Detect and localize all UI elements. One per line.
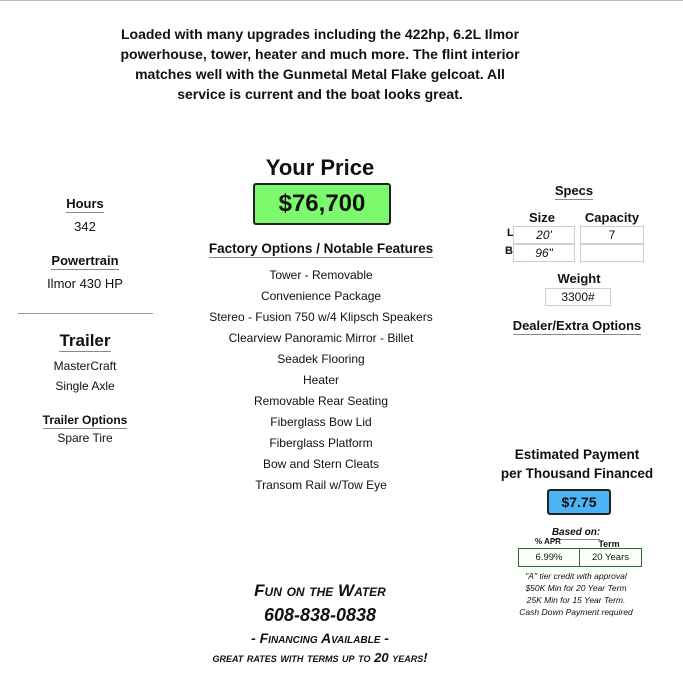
payment-title-2: per Thousand Financed xyxy=(500,466,654,481)
beam-value: 96" xyxy=(513,244,575,262)
left-divider xyxy=(18,313,153,314)
apr-label: % APR xyxy=(535,537,561,546)
list-item: Removable Rear Seating xyxy=(253,394,389,408)
hours-section xyxy=(20,195,150,213)
description: Loaded with many upgrades including the 422hp, 6.2L Ilmor powerhouse, tower, heater and much more. The flint interior matches well with the Gunmetal Metal Flake gelcoat. All service is current and the boat looks great. xyxy=(120,26,520,102)
rate-table xyxy=(518,548,642,567)
trailer-section xyxy=(20,331,150,351)
length-row-label: L xyxy=(507,227,514,239)
note-down-payment: Cash Down Payment required xyxy=(519,607,633,617)
trailer-options-section xyxy=(20,411,150,429)
price-title: Your Price xyxy=(265,155,375,180)
weight-label: Weight xyxy=(557,271,601,286)
based-on-label: Based on: xyxy=(551,527,601,538)
features-title xyxy=(185,241,457,256)
term-value: 20 Years xyxy=(592,552,629,563)
note-15yr: 25K Min for 15 Year Term. xyxy=(526,595,626,605)
note-credit: "A" tier credit with approval xyxy=(525,571,627,581)
features-title-text: Factory Options / Notable Features xyxy=(208,241,434,256)
footer-tagline: Fun on the Water xyxy=(254,581,386,600)
capacity-value: 7 xyxy=(580,226,644,244)
top-divider xyxy=(0,0,683,1)
list-item: Tower - Removable xyxy=(269,268,373,282)
trailer-options-label: Trailer Options xyxy=(42,413,128,427)
payment-badge: $7.75 xyxy=(547,489,611,515)
list-item: Fiberglass Platform xyxy=(269,436,373,450)
trailer-options-value: Spare Tire xyxy=(57,431,113,445)
list-item: Fiberglass Bow Lid xyxy=(270,415,372,429)
dealer-options-section xyxy=(497,317,657,335)
beam-row-label: B xyxy=(505,245,513,257)
term-label: Term xyxy=(598,539,620,549)
list-item: Seadek Flooring xyxy=(277,352,365,366)
powertrain-label: Powertrain xyxy=(51,253,119,268)
list-item: Convenience Package xyxy=(260,289,382,303)
powertrain-value: Ilmor 430 HP xyxy=(47,276,123,291)
trailer-make: MasterCraft xyxy=(53,359,117,373)
capacity-label: Capacity xyxy=(584,210,640,225)
length-value: 20' xyxy=(513,226,575,244)
footer-financing: - Financing Available - xyxy=(251,630,389,646)
list-item: Clearview Panoramic Mirror - Billet xyxy=(228,331,414,345)
footer-rates: great rates with terms up to 20 years! xyxy=(212,650,428,665)
trailer-axle: Single Axle xyxy=(55,379,115,393)
note-20yr: $50K Min for 20 Year Term xyxy=(525,583,627,593)
list-item: Heater xyxy=(302,373,340,387)
list-item: Transom Rail w/Tow Eye xyxy=(255,478,387,492)
footer-phone: 608-838-0838 xyxy=(263,605,377,625)
list-item: Stereo - Fusion 750 w/4 Klipsch Speakers xyxy=(209,310,433,324)
payment-title-1: Estimated Payment xyxy=(514,447,640,462)
hours-value: 342 xyxy=(74,219,96,234)
specs-title: Specs xyxy=(554,183,594,198)
list-item: Bow and Stern Cleats xyxy=(262,457,380,471)
trailer-label: Trailer xyxy=(59,331,111,350)
hours-label: Hours xyxy=(66,196,104,211)
specs-section xyxy=(534,182,614,200)
weight-value: 3300# xyxy=(545,288,611,306)
features-list xyxy=(185,265,457,496)
price-badge: $76,700 xyxy=(253,183,391,225)
capacity-empty xyxy=(580,244,644,262)
apr-value: 6.99% xyxy=(519,549,580,566)
size-label: Size xyxy=(528,210,555,225)
dealer-options-title: Dealer/Extra Options xyxy=(512,318,642,333)
powertrain-section xyxy=(20,252,150,270)
